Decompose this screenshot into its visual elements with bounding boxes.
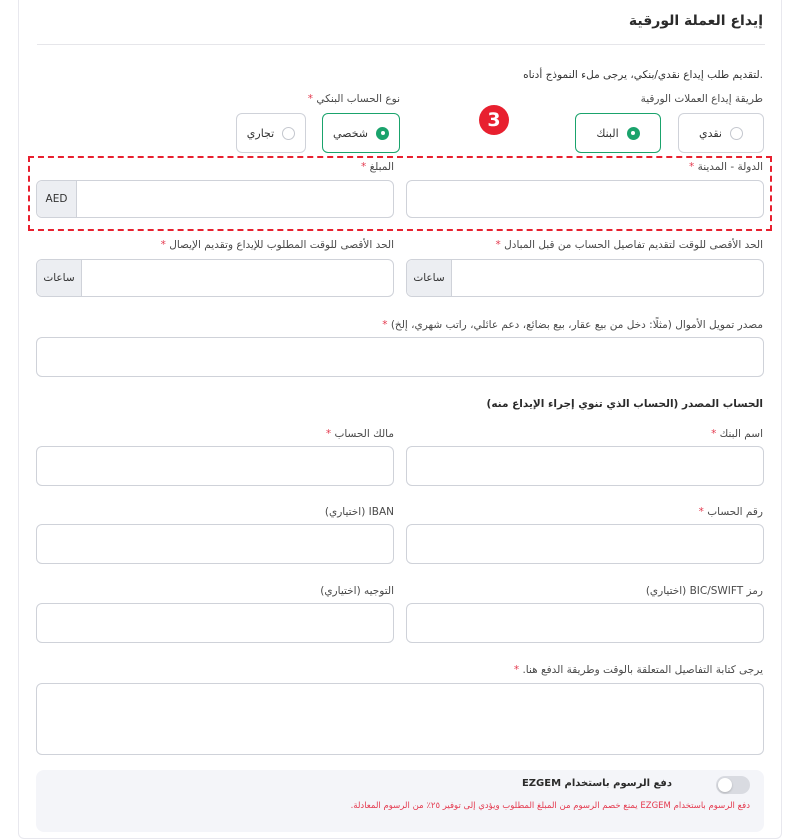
intro-text: لتقديم طلب إيداع نقدي/بنكي، يرجى ملء النموذج أدناه. bbox=[523, 69, 763, 81]
bic-swift-label: رمز BIC/SWIFT (اختياري) bbox=[645, 585, 763, 597]
bic-swift-input[interactable] bbox=[406, 603, 764, 643]
fee-note: دفع الرسوم باستخدام EZGEM يمنع خصم الرسوم من المبلغ المطلوب ويؤدي إلى توفير ٢٥٪ من الرسوم المعادلة. bbox=[350, 801, 750, 811]
fee-label: دفع الرسوم باستخدام EZGEM bbox=[521, 778, 672, 789]
deposit-method-cash[interactable] bbox=[678, 113, 764, 153]
deposit-method-cash-label: نقدي bbox=[698, 126, 722, 140]
max-time-deposit-label: الحد الأقصى للوقت المطلوب للإيداع وتقديم الإيصال * bbox=[160, 239, 394, 251]
radio-unchecked-icon bbox=[282, 127, 295, 140]
iban-input[interactable] bbox=[36, 524, 394, 564]
bank-name-label: اسم البنك * bbox=[711, 428, 763, 440]
account-number-input[interactable] bbox=[406, 524, 764, 564]
deposit-method-bank-label: البنك bbox=[596, 126, 619, 140]
routing-input[interactable] bbox=[36, 603, 394, 643]
max-time-deposit-input[interactable] bbox=[36, 259, 394, 297]
bank-name-input[interactable] bbox=[406, 446, 764, 486]
routing-label: التوجيه (اختياري) bbox=[320, 585, 394, 597]
fee-section bbox=[36, 770, 764, 832]
source-account-heading: الحساب المصدر (الحساب الذي تنوي إجراء الإيداع منه) bbox=[486, 398, 763, 410]
amount-label: المبلغ * bbox=[360, 161, 394, 173]
details-label: يرجى كتابة التفاصيل المتعلقة بالوقت وطريقة الدفع هنا. * bbox=[513, 664, 763, 676]
max-time-details-input[interactable] bbox=[406, 259, 764, 297]
radio-unchecked-icon bbox=[730, 127, 743, 140]
country-city-input[interactable] bbox=[406, 180, 764, 218]
ezgem-fee-toggle[interactable] bbox=[716, 776, 750, 794]
account-type-business[interactable] bbox=[236, 113, 306, 153]
amount-input[interactable] bbox=[36, 180, 394, 218]
details-textarea[interactable] bbox=[36, 683, 764, 755]
account-owner-input[interactable] bbox=[36, 446, 394, 486]
iban-label: IBAN (اختياري) bbox=[324, 506, 394, 518]
page-title: إيداع العملة الورقية bbox=[628, 13, 763, 29]
funds-source-label: مصدر تمويل الأموال (مثلًا: دخل من بيع عقار، بيع بضائع، دعم عائلي، راتب شهري، إلخ) * bbox=[382, 319, 763, 331]
hours-addon: ساعات bbox=[407, 260, 452, 296]
step-badge: 3 bbox=[479, 105, 509, 135]
currency-addon: AED bbox=[37, 181, 77, 217]
hours-addon: ساعات bbox=[37, 260, 82, 296]
radio-checked-icon bbox=[627, 127, 640, 140]
account-number-label: رقم الحساب * bbox=[698, 506, 763, 518]
funds-source-input[interactable] bbox=[36, 337, 764, 377]
account-type-business-label: تجاري bbox=[246, 126, 275, 140]
deposit-method-label: طريقة إيداع العملات الورقية bbox=[640, 93, 763, 105]
title-divider bbox=[37, 44, 765, 45]
deposit-method-bank[interactable] bbox=[575, 113, 661, 153]
account-type-personal[interactable] bbox=[322, 113, 400, 153]
toggle-knob bbox=[718, 778, 732, 792]
account-owner-label: مالك الحساب * bbox=[325, 428, 394, 440]
max-time-details-label: الحد الأقصى للوقت لتقديم تفاصيل الحساب من قبل المبادل * bbox=[495, 239, 763, 251]
radio-checked-icon bbox=[376, 127, 389, 140]
account-type-label: نوع الحساب البنكي * bbox=[307, 93, 400, 105]
country-city-label: الدولة - المدينة * bbox=[688, 161, 763, 173]
account-type-personal-label: شخصي bbox=[332, 126, 369, 140]
